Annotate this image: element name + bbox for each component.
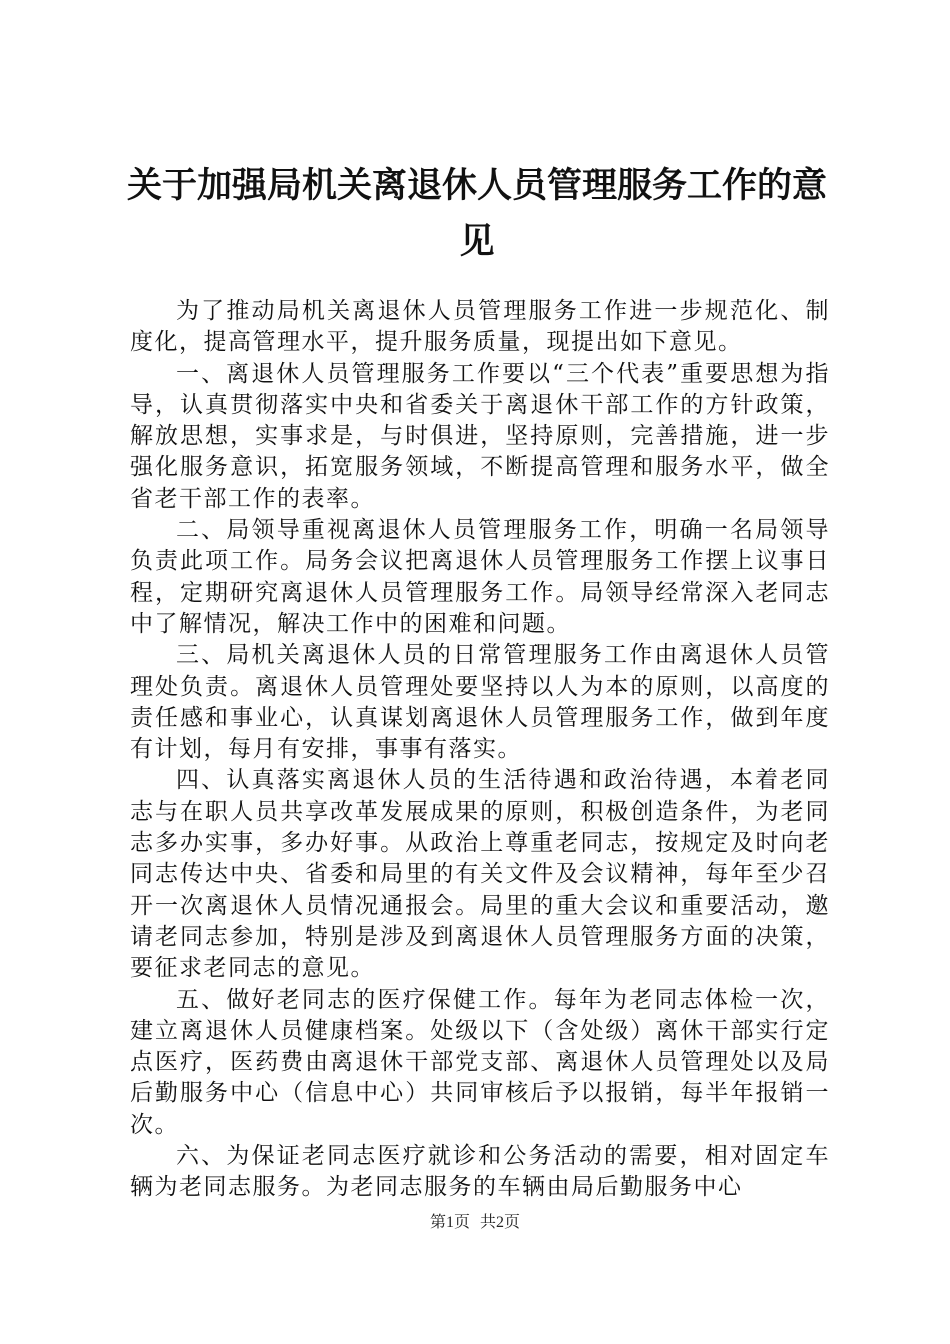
page-number: 第1页 [429, 1214, 470, 1231]
paragraph-3: 三、局机关离退休人员的日常管理服务工作由离退休人员管理处负责。离退休人员管理处要坚持以人为本的原则，以高度的责任感和事业心，认真谋划离退休人员管理服务工作，做到年度有计划，每月有安排，事事有落实。 [130, 642, 830, 763]
document-title: 关于加强局机关离退休人员管理服务工作的意见 [126, 166, 827, 262]
paragraph-1: 一、离退休人员管理服务工作要以“三个代表”重要思想为指导，认真贯彻落实中央和省委关于离退休干部工作的方针政策，解放思想，实事求是，与时俱进，坚持原则，完善措施，进一步强化服务意识，拓宽服务领域，不断提高管理和服务水平，做全省老干部工作的表率。 [130, 360, 830, 512]
page-total: 共2页 [480, 1214, 521, 1231]
paragraph-5: 五、做好老同志的医疗保健工作。每年为老同志体检一次，建立离退休人员健康档案。处级以下（含处级）离休干部实行定点医疗，医药费由离退休干部党支部、离退休人员管理处以及局后勤服务中心（信息中心）共同审核后予以报销，每半年报销一次。 [130, 986, 830, 1138]
paragraph-4: 四、认真落实离退休人员的生活待遇和政治待遇，本着老同志与在职人员共享改革发展成果的原则，积极创造条件，为老同志多办实事，多办好事。从政治上尊重老同志，按规定及时向老同志传达中央、省委和局里的有关文件及会议精神，每年至少召开一次离退休人员情况通报会。局里的重大会议和重要活动，邀请老同志参加，特别是涉及到离退休人员管理服务方面的决策，要征求老同志的意见。 [130, 767, 830, 982]
document-body [130, 296, 830, 1204]
paragraph-6: 六、为保证老同志医疗就诊和公务活动的需要，相对固定车辆为老同志服务。为老同志服务的车辆由局后勤服务中心 [130, 1143, 830, 1201]
page-footer [0, 1213, 950, 1233]
paragraph-2: 二、局领导重视离退休人员管理服务工作，明确一名局领导负责此项工作。局务会议把离退休人员管理服务工作摆上议事日程，定期研究离退休人员管理服务工作。局领导经常深入老同志中了解情况，解决工作中的困难和问题。 [130, 517, 830, 637]
paragraph-intro: 为了推动局机关离退休人员管理服务工作进一步规范化、制度化，提高管理水平，提升服务质量，现提出如下意见。 [130, 298, 830, 356]
